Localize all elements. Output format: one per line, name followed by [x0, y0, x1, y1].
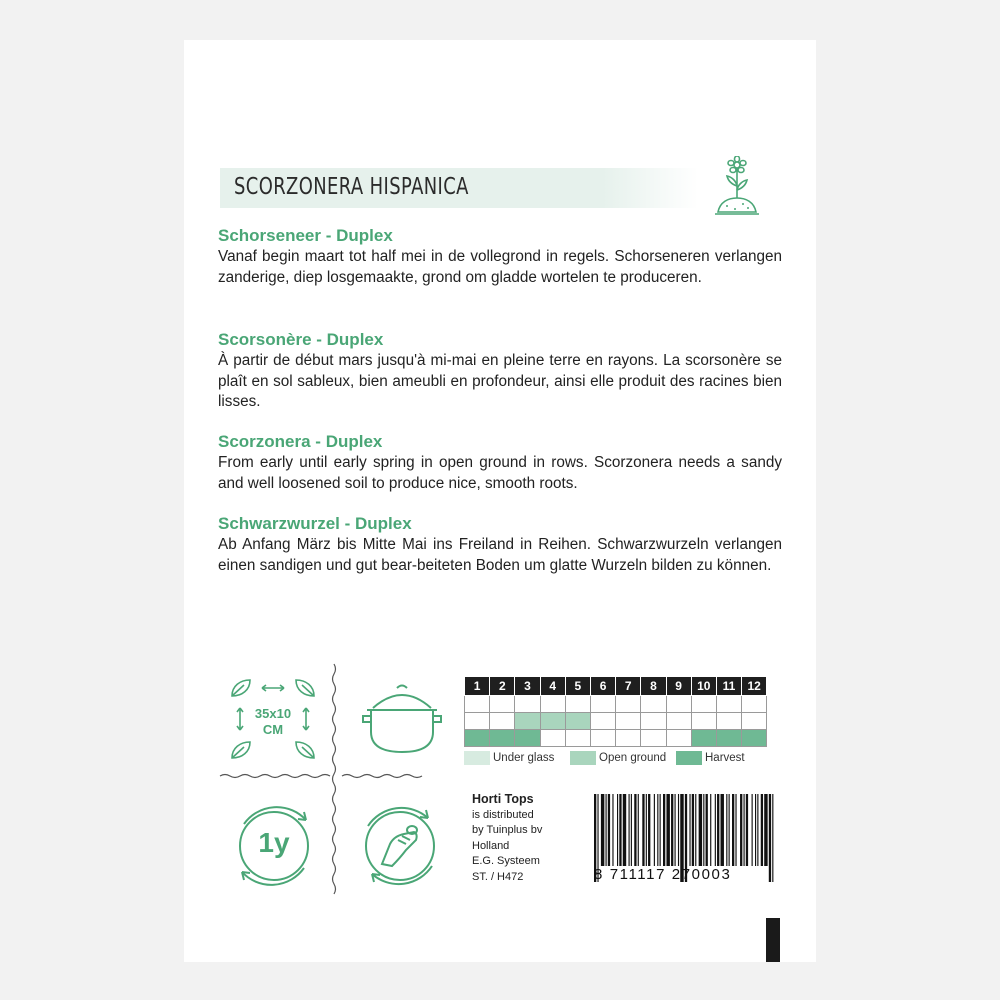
barcode-bar [606, 794, 607, 866]
barcode-bar [623, 794, 626, 866]
under-glass-cell [666, 696, 691, 713]
barcode-bar [721, 794, 724, 866]
section-body: À partir de début mars jusqu'à mi-mai en pleine terre en rayons. La scorsonère se plaît en sol sableux, bien ameubli en profondeur, ainsi elle produit des racines bien lisses. [218, 352, 782, 410]
section-german [218, 514, 782, 576]
barcode-bar [660, 794, 661, 866]
open-ground-cell [540, 713, 565, 730]
barcode-bar [648, 794, 650, 866]
harvest-cell [490, 730, 515, 747]
under-glass-cell [742, 696, 767, 713]
barcode-bar [735, 794, 736, 866]
lifecycle-label: 1y [258, 827, 290, 858]
open-ground-cell [641, 713, 666, 730]
under-glass-cell [641, 696, 666, 713]
month-cell: 3 [515, 677, 540, 696]
barcode-bar [646, 794, 647, 866]
cooking-pot-icon [359, 680, 445, 756]
harvest-cell [641, 730, 666, 747]
legend-harvest [676, 750, 745, 766]
legend-label: Under glass [493, 752, 555, 764]
sowing-calendar [464, 676, 767, 747]
hand-sowing-icon [354, 800, 446, 892]
barcode-bar [752, 794, 753, 866]
harvest-cell [742, 730, 767, 747]
barcode-bar [740, 794, 742, 866]
open-ground-cell [515, 713, 540, 730]
plant-in-soil-icon [714, 156, 760, 218]
open-ground-cell [590, 713, 615, 730]
month-cell: 6 [590, 677, 615, 696]
barcode-bar [608, 794, 610, 866]
harvest-cell [691, 730, 716, 747]
section-english [218, 432, 782, 494]
barcode-bar [619, 794, 621, 866]
barcode-bar [699, 794, 702, 866]
spacing-value: 35x10 [254, 706, 292, 721]
barcode-bar [746, 794, 748, 866]
legend-label: Harvest [705, 752, 745, 764]
barcode-bar [654, 794, 655, 866]
barcode-bar [601, 794, 604, 866]
calendar-harvest-row [465, 730, 767, 747]
seed-packet-back [184, 40, 816, 962]
under-glass-cell [540, 696, 565, 713]
under-glass-cell [565, 696, 590, 713]
harvest-cell [716, 730, 741, 747]
barcode-bar [634, 794, 636, 866]
legend-label: Open ground [599, 752, 667, 764]
spacing-unit: CM [262, 722, 284, 737]
harvest-cell [616, 730, 641, 747]
barcode-bar [671, 794, 673, 866]
section-dutch [218, 226, 782, 288]
month-cell: 8 [641, 677, 666, 696]
section-body: Vanaf begin maart tot half mei in de vollegrond in regels. Schorseneren verlangen zanderige, diep losgemaakte, grond om gladde wortelen te produceren. [218, 248, 782, 286]
under-glass-cell [716, 696, 741, 713]
brand-name: Horti Tops [472, 792, 534, 806]
barcode-bar [678, 794, 679, 866]
section-body: Ab Anfang März bis Mitte Mai ins Freiland in Reihen. Schwarzwurzeln verlangen einen sandigen und gut bear-beiteten Boden um glatte Wurzeln bilden zu können. [218, 536, 782, 574]
distributor-line: Holland [472, 839, 510, 852]
barcode-bar [764, 794, 767, 866]
month-cell: 4 [540, 677, 565, 696]
under-glass-cell [616, 696, 641, 713]
legend-swatch [464, 751, 490, 765]
calendar-month-row [465, 677, 767, 696]
month-cell: 12 [742, 677, 767, 696]
barcode-bar [631, 794, 632, 866]
species-title: SCORZONERA HISPANICA [234, 174, 469, 200]
distributor-line: is distributed [472, 808, 534, 821]
legend-swatch [570, 751, 596, 765]
barcode-bar [703, 794, 704, 866]
calendar-under-glass-row [465, 696, 767, 713]
barcode-bar [710, 794, 711, 866]
month-cell: 1 [465, 677, 490, 696]
barcode-bar [666, 794, 669, 866]
calendar-legend [464, 750, 784, 768]
month-cell: 11 [716, 677, 741, 696]
barcode-bar [715, 794, 716, 866]
barcode-bar [692, 794, 694, 866]
under-glass-cell [590, 696, 615, 713]
distributor-line: ST. / H472 [472, 870, 524, 883]
month-cell: 9 [666, 677, 691, 696]
barcode-bar [729, 794, 730, 866]
under-glass-cell [465, 696, 490, 713]
open-ground-cell [716, 713, 741, 730]
month-cell: 5 [565, 677, 590, 696]
barcode-bar [755, 794, 756, 866]
distributor-info [472, 792, 542, 885]
harvest-cell [590, 730, 615, 747]
month-cell: 10 [691, 677, 716, 696]
annual-cycle-icon [228, 800, 320, 892]
barcode-bar [657, 794, 658, 866]
barcode-bar [695, 794, 696, 866]
section-french [218, 330, 782, 413]
open-ground-cell [465, 713, 490, 730]
barcode-bar [617, 794, 618, 866]
under-glass-cell [515, 696, 540, 713]
legend-swatch [676, 751, 702, 765]
harvest-cell [540, 730, 565, 747]
open-ground-cell [691, 713, 716, 730]
section-heading: Schwarzwurzel - Duplex [218, 514, 412, 533]
leaf-spacing-icon [228, 676, 318, 760]
harvest-cell [565, 730, 590, 747]
section-heading: Scorsonère - Duplex [218, 330, 384, 349]
barcode-bar [612, 794, 613, 866]
barcode-bar [744, 794, 745, 866]
barcode-bar [663, 794, 665, 866]
legend-open-ground [570, 750, 666, 766]
barcode-bar [757, 794, 758, 866]
open-ground-cell [490, 713, 515, 730]
distributor-line: E.G. Systeem [472, 855, 540, 867]
harvest-cell [465, 730, 490, 747]
barcode-bar [732, 794, 734, 866]
barcode-bar [726, 794, 727, 866]
barcode-number: 8 711117 270003 [594, 866, 732, 883]
color-marker-bar [766, 918, 780, 962]
section-heading: Scorzonera - Duplex [218, 432, 383, 451]
harvest-cell [515, 730, 540, 747]
barcode-bar [629, 794, 630, 866]
barcode-bar [675, 794, 676, 866]
open-ground-cell [565, 713, 590, 730]
title-band [220, 168, 698, 208]
barcode-bar [642, 794, 644, 866]
section-body: From early until early spring in open ground in rows. Scorzonera needs a sandy and well loosened soil to produce nice, smooth roots. [218, 454, 782, 492]
open-ground-cell [616, 713, 641, 730]
month-cell: 7 [616, 677, 641, 696]
calendar-table [464, 676, 767, 747]
barcode-bar [717, 794, 719, 866]
month-cell: 2 [490, 677, 515, 696]
barcode-bar [638, 794, 639, 866]
under-glass-cell [490, 696, 515, 713]
harvest-cell [666, 730, 691, 747]
open-ground-cell [742, 713, 767, 730]
under-glass-cell [691, 696, 716, 713]
barcode-bar [761, 794, 763, 866]
section-heading: Schorseneer - Duplex [218, 226, 393, 245]
open-ground-cell [666, 713, 691, 730]
barcode-bar [689, 794, 690, 866]
calendar-open-ground-row [465, 713, 767, 730]
legend-under-glass [464, 750, 554, 766]
barcode-bar [706, 794, 708, 866]
distributor-line: by Tuinplus bv [472, 824, 543, 836]
